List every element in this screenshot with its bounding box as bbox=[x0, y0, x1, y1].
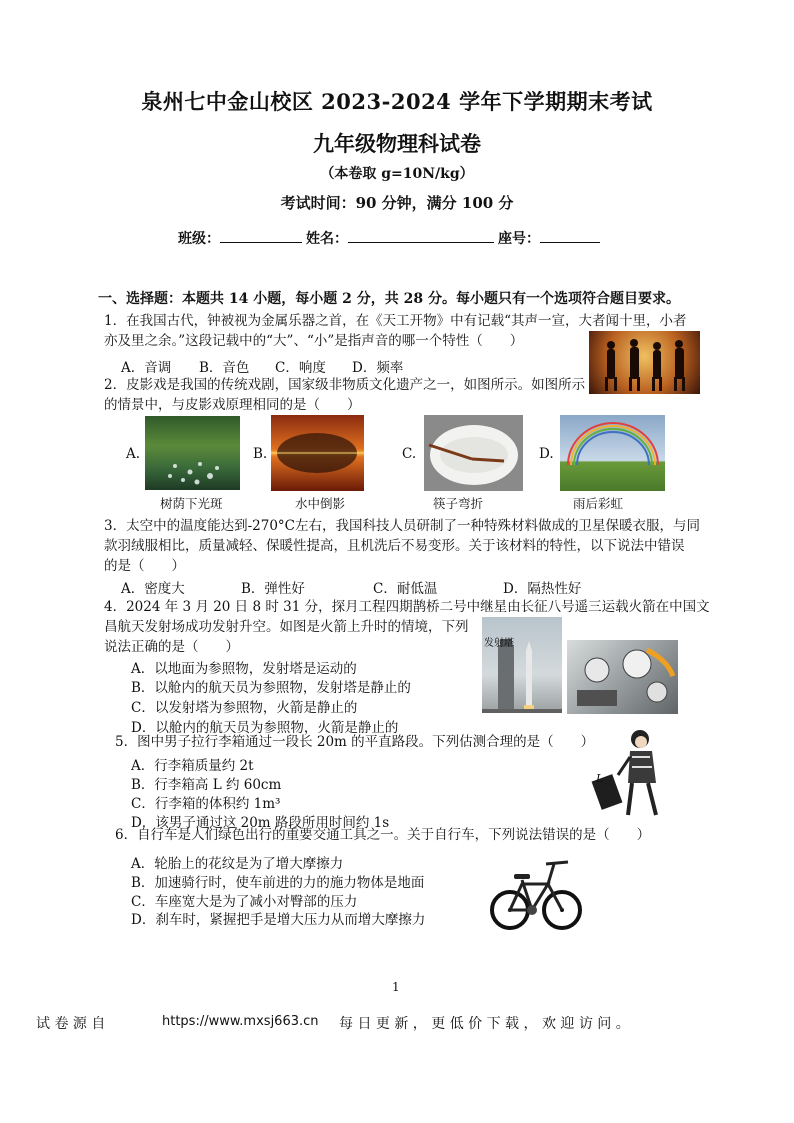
q4-option-b: B．以舱内的航天员为参照物，发射塔是静止的 bbox=[131, 680, 411, 696]
q2-caption-d: 雨后彩虹 bbox=[573, 496, 624, 511]
seat-label: 座号： bbox=[498, 231, 540, 247]
page-number: 1 bbox=[392, 980, 400, 994]
q5-line1: 5．图中男子拉行李箱通过一段长 20m 的平直路段。下列估测合理的是（ ） bbox=[115, 734, 595, 750]
q2-caption-c: 筷子弯折 bbox=[433, 496, 484, 511]
q2-line2: 的情景中，与皮影戏原理相同的是（ ） bbox=[104, 397, 361, 413]
class-blank[interactable] bbox=[220, 228, 302, 243]
seat-blank[interactable] bbox=[540, 228, 600, 243]
q4-line2: 昌航天发射场成功发射升空。如图是火箭上升时的情境，下列 bbox=[104, 619, 469, 635]
q6-option-a: A．轮胎上的花纹是为了增大摩擦力 bbox=[131, 856, 344, 872]
q6-option-b: B．加速骑行时，使车前进的力的施力物体是地面 bbox=[131, 875, 425, 891]
water-reflection-image bbox=[271, 415, 364, 491]
q3-option-a: A．密度大 bbox=[121, 581, 185, 597]
bicycle-image bbox=[488, 856, 584, 934]
q1-option-c: C．响度 bbox=[275, 360, 326, 376]
q4-option-a: A．以地面为参照物，发射塔是运动的 bbox=[131, 661, 357, 677]
shadow-puppet-image bbox=[589, 331, 700, 394]
footer-url-link[interactable]: https://www.mxsj663.cn bbox=[162, 1014, 319, 1029]
rainbow-image bbox=[560, 415, 665, 491]
q3-line2: 款羽绒服相比，质量减轻、保暖性提高，且机洗后不易变形。关于该材料的特性，以下说法中错误 bbox=[104, 538, 685, 554]
exam-subtitle: 九年级物理科试卷 bbox=[313, 131, 481, 156]
tree-shade-light-spots-image bbox=[145, 416, 240, 490]
q5-option-d: D．该男子通过这 20m 路段所用时间约 1s bbox=[131, 815, 390, 831]
q4-option-c: C．以发射塔为参照物，火箭是静止的 bbox=[131, 700, 358, 716]
q3-line3: 的是（ ） bbox=[104, 558, 185, 574]
astronaut-cabin-image bbox=[567, 640, 678, 714]
q2-caption-a: 树荫下光斑 bbox=[160, 496, 223, 511]
q5-option-b: B．行李箱高 L 约 60cm bbox=[131, 777, 282, 793]
q2-option-c-letter: C. bbox=[402, 446, 417, 462]
q1-option-a: A．音调 bbox=[121, 360, 172, 376]
q6-line1: 6．自行车是人们绿色出行的重要交通工具之一。关于自行车，下列说法错误的是（ ） bbox=[115, 827, 651, 843]
gravity-note: （本卷取 g=10N/kg） bbox=[320, 166, 474, 182]
name-blank[interactable] bbox=[348, 228, 494, 243]
q1-option-b: B．音色 bbox=[199, 360, 250, 376]
footer-source-text: 试 卷 源 自 bbox=[36, 1016, 106, 1032]
q4-line3: 说法正确的是（ ） bbox=[104, 639, 239, 655]
q5-option-c: C．行李箱的体积约 1m³ bbox=[131, 796, 281, 812]
q1-line2: 亦及里之余。”这段记载中的“大”、“小”是指声音的哪一个特性（ ） bbox=[104, 333, 524, 349]
luggage-height-label: L bbox=[596, 772, 604, 785]
rocket-tower-image bbox=[482, 617, 562, 713]
exam-time: 考试时间：90 分钟，满分 100 分 bbox=[280, 194, 514, 212]
q1-line1: 1．在我国古代，钟被视为金属乐器之首，在《天工开物》中有记载“其声一宣，大者闻十里，小者 bbox=[104, 313, 687, 329]
q1-option-d: D．频率 bbox=[352, 360, 404, 376]
section-heading: 一、选择题：本题共 14 小题，每小题 2 分，共 28 分。每小题只有一个选项符合题目要求。 bbox=[98, 291, 680, 307]
q5-option-a: A．行李箱质量约 2t bbox=[131, 758, 254, 774]
q6-option-c: C．车座宽大是为了减小对臀部的压力 bbox=[131, 894, 358, 910]
student-info-row bbox=[178, 228, 604, 248]
q6-option-d: D．刹车时，紧握把手是增大压力从而增大摩擦力 bbox=[131, 912, 426, 928]
q2-caption-b: 水中倒影 bbox=[295, 496, 346, 511]
q2-option-b-letter: B. bbox=[253, 446, 268, 462]
name-label: 姓名： bbox=[306, 231, 348, 247]
class-label: 班级： bbox=[178, 231, 220, 247]
q4-line1: 4．2024 年 3 月 20 日 8 时 31 分，探月工程四期鹊桥二号中继星由长征八号遥三运载火箭在中国文 bbox=[104, 599, 710, 615]
q3-option-b: B．弹性好 bbox=[241, 581, 305, 597]
bent-chopsticks-image bbox=[424, 415, 523, 491]
q2-option-d-letter: D. bbox=[539, 446, 554, 462]
q2-line1: 2．皮影戏是我国的传统戏剧，国家级非物质文化遗产之一，如图所示。如图所示 bbox=[104, 377, 586, 393]
launch-tower-label: 发射塔 bbox=[484, 638, 514, 649]
exam-title: 泉州七中金山校区 2023-2024 学年下学期期末考试 bbox=[141, 89, 653, 114]
q2-option-a-letter: A. bbox=[126, 446, 141, 462]
q3-option-d: D．隔热性好 bbox=[503, 581, 582, 597]
q3-option-c: C．耐低温 bbox=[373, 581, 438, 597]
q4-option-d: D．以舱内的航天员为参照物，火箭是静止的 bbox=[131, 720, 399, 736]
q3-line1: 3．太空中的温度能达到-270°C左右，我国科技人员研制了一种特殊材料做成的卫星保暖衣服，与同 bbox=[104, 518, 700, 534]
footer-promo-text: 每 日 更 新 ， 更 低 价 下 载 ， 欢 迎 访 问 。 bbox=[339, 1016, 630, 1032]
